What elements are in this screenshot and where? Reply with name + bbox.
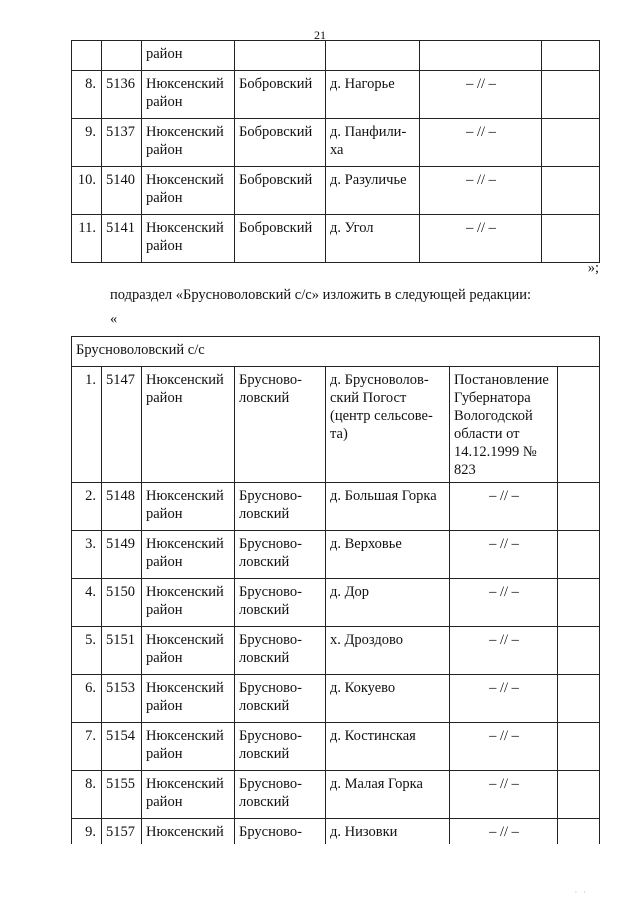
cell-num: 11. bbox=[72, 215, 102, 263]
cell-document bbox=[420, 41, 542, 71]
cell-council: Бобровский bbox=[235, 167, 326, 215]
cell-code bbox=[102, 41, 142, 71]
cell-council: Брусново- bbox=[235, 819, 326, 845]
cell-locality: д. Костинская bbox=[326, 723, 450, 771]
cell-document: – // – bbox=[450, 819, 558, 845]
cell-document: – // – bbox=[450, 579, 558, 627]
cell-document: – // – bbox=[450, 771, 558, 819]
cell-district: Нюксенский район bbox=[142, 367, 235, 483]
section-title-row bbox=[72, 337, 600, 367]
cell-extra bbox=[542, 71, 600, 119]
cell-locality: д. Малая Горка bbox=[326, 771, 450, 819]
cell-code: 5150 bbox=[102, 579, 142, 627]
cell-locality: д. Брусноволов-ский Погост (центр сельсове-та) bbox=[326, 367, 450, 483]
cell-locality bbox=[326, 41, 420, 71]
cell-num: 4. bbox=[72, 579, 102, 627]
cell-locality: д. Угол bbox=[326, 215, 420, 263]
cell-locality: д. Верховье bbox=[326, 531, 450, 579]
cell-council: Брусново-ловский bbox=[235, 771, 326, 819]
table-row bbox=[72, 215, 600, 263]
cell-document: – // – bbox=[420, 119, 542, 167]
cell-council: Брусново-ловский bbox=[235, 675, 326, 723]
cell-extra bbox=[558, 531, 600, 579]
cell-document: Постановление Губернатора Вологодской области от 14.12.1999 № 823 bbox=[450, 367, 558, 483]
cell-extra bbox=[558, 675, 600, 723]
cell-extra bbox=[558, 771, 600, 819]
table-row bbox=[72, 723, 600, 771]
table-row bbox=[72, 167, 600, 215]
cell-document: – // – bbox=[420, 71, 542, 119]
closing-quote: »; bbox=[587, 260, 599, 276]
cell-locality: х. Дроздово bbox=[326, 627, 450, 675]
section-title: Брусноволовский с/с bbox=[72, 337, 600, 367]
cell-code: 5151 bbox=[102, 627, 142, 675]
cell-district: район bbox=[142, 41, 235, 71]
cell-code: 5153 bbox=[102, 675, 142, 723]
cell-district: Нюксенский район bbox=[142, 483, 235, 531]
cell-district: Нюксенский район bbox=[142, 119, 235, 167]
cell-council: Брусново-ловский bbox=[235, 483, 326, 531]
cell-extra bbox=[542, 119, 600, 167]
cell-district: Нюксенский район bbox=[142, 579, 235, 627]
cell-code: 5147 bbox=[102, 367, 142, 483]
table-row bbox=[72, 819, 600, 845]
cell-num: 10. bbox=[72, 167, 102, 215]
cell-document: – // – bbox=[420, 215, 542, 263]
cell-code: 5157 bbox=[102, 819, 142, 845]
cell-district: Нюксенский район bbox=[142, 627, 235, 675]
cell-code: 5149 bbox=[102, 531, 142, 579]
instruction-paragraph: подраздел «Брусноволовский с/с» изложить в следующей редакции: bbox=[110, 287, 532, 303]
cell-extra bbox=[542, 215, 600, 263]
cell-num: 8. bbox=[72, 71, 102, 119]
cell-num: 5. bbox=[72, 627, 102, 675]
cell-code: 5137 bbox=[102, 119, 142, 167]
cell-num: 8. bbox=[72, 771, 102, 819]
cell-council: Бобровский bbox=[235, 215, 326, 263]
cell-num: 9. bbox=[72, 819, 102, 845]
table-row bbox=[72, 675, 600, 723]
cell-council: Брусново-ловский bbox=[235, 627, 326, 675]
cell-code: 5154 bbox=[102, 723, 142, 771]
cell-document: – // – bbox=[450, 627, 558, 675]
cell-document: – // – bbox=[450, 723, 558, 771]
cell-extra bbox=[558, 579, 600, 627]
cell-extra bbox=[542, 167, 600, 215]
cell-district: Нюксенский район bbox=[142, 71, 235, 119]
cell-extra bbox=[558, 723, 600, 771]
cell-district: Нюксенский район bbox=[142, 771, 235, 819]
cell-extra bbox=[558, 819, 600, 845]
table-row bbox=[72, 119, 600, 167]
settlements-table-continued bbox=[71, 40, 600, 263]
opening-quote: « bbox=[110, 311, 118, 327]
cell-code: 5136 bbox=[102, 71, 142, 119]
cell-num: 9. bbox=[72, 119, 102, 167]
table-row bbox=[72, 627, 600, 675]
cell-locality: д. Нагорье bbox=[326, 71, 420, 119]
cell-extra bbox=[542, 41, 600, 71]
page-number: 21 bbox=[314, 28, 326, 42]
cell-council bbox=[235, 41, 326, 71]
cell-code: 5141 bbox=[102, 215, 142, 263]
table-row bbox=[72, 483, 600, 531]
cell-locality: д. Кокуево bbox=[326, 675, 450, 723]
cell-council: Брусново-ловский bbox=[235, 531, 326, 579]
cell-code: 5155 bbox=[102, 771, 142, 819]
cell-locality: д. Низовки bbox=[326, 819, 450, 845]
table-row bbox=[72, 367, 600, 483]
cell-num bbox=[72, 41, 102, 71]
cell-num: 6. bbox=[72, 675, 102, 723]
cell-document: – // – bbox=[450, 531, 558, 579]
scan-mark: · · bbox=[574, 888, 588, 897]
cell-district: Нюксенский район bbox=[142, 675, 235, 723]
cell-extra bbox=[558, 367, 600, 483]
cell-district: Нюксенский район bbox=[142, 215, 235, 263]
cell-locality: д. Разуличье bbox=[326, 167, 420, 215]
cell-num: 7. bbox=[72, 723, 102, 771]
settlements-table-brusnovolovsky bbox=[71, 336, 600, 844]
table-row bbox=[72, 71, 600, 119]
cell-document: – // – bbox=[450, 675, 558, 723]
cell-locality: д. Большая Горка bbox=[326, 483, 450, 531]
cell-district: Нюксенский район bbox=[142, 723, 235, 771]
cell-district: Нюксенский район bbox=[142, 167, 235, 215]
cell-council: Брусново-ловский bbox=[235, 579, 326, 627]
cell-district: Нюксенский bbox=[142, 819, 235, 845]
cell-locality: д. Дор bbox=[326, 579, 450, 627]
cell-council: Бобровский bbox=[235, 119, 326, 167]
cell-document: – // – bbox=[450, 483, 558, 531]
cell-num: 3. bbox=[72, 531, 102, 579]
cell-num: 1. bbox=[72, 367, 102, 483]
cell-code: 5140 bbox=[102, 167, 142, 215]
cell-extra bbox=[558, 627, 600, 675]
cell-document: – // – bbox=[420, 167, 542, 215]
cell-district: Нюксенский район bbox=[142, 531, 235, 579]
cell-locality: д. Панфили-ха bbox=[326, 119, 420, 167]
table-row bbox=[72, 531, 600, 579]
cell-council: Бобровский bbox=[235, 71, 326, 119]
cell-extra bbox=[558, 483, 600, 531]
cell-council: Брусново-ловский bbox=[235, 723, 326, 771]
table-row bbox=[72, 771, 600, 819]
cell-num: 2. bbox=[72, 483, 102, 531]
table-row bbox=[72, 579, 600, 627]
table-row bbox=[72, 41, 600, 71]
cell-code: 5148 bbox=[102, 483, 142, 531]
cell-council: Брусново-ловский bbox=[235, 367, 326, 483]
